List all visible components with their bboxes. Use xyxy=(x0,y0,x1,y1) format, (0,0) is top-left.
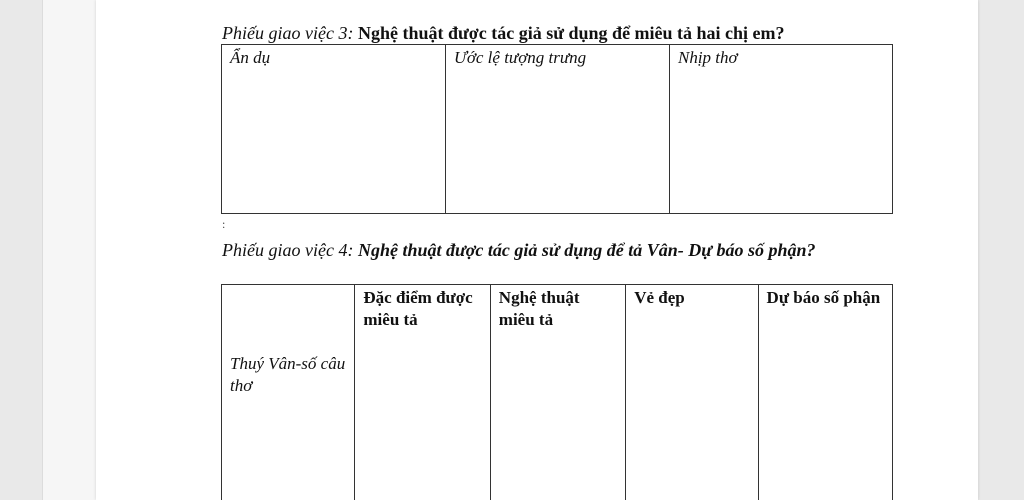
worksheet-4-question: Nghệ thuật được tác giả sử dụng để tả Vân- Dự báo số phận? xyxy=(357,240,816,260)
worksheet-4-row-header: Thuý Vân-số câu thơ xyxy=(222,285,355,500)
viewer-margin xyxy=(42,0,97,500)
worksheet-3-heading xyxy=(222,22,785,44)
worksheet-3-lead: Phiếu giao việc 3: xyxy=(222,23,358,43)
worksheet-3-question: Nghệ thuật được tác giả sử dụng để miêu tả hai chị em? xyxy=(357,23,785,43)
stray-mark: : xyxy=(222,217,226,231)
worksheet-4-col-beauty: Vẻ đẹp xyxy=(626,285,758,500)
worksheet-4-col-technique: Nghệ thuật miêu tả xyxy=(490,285,625,500)
worksheet-4-heading xyxy=(222,239,892,261)
worksheet-4-col-features: Đặc điểm được miêu tả xyxy=(355,285,490,500)
worksheet-3-col-rhythm: Nhịp thơ xyxy=(670,45,893,214)
worksheet-3-table xyxy=(221,44,893,214)
table-row xyxy=(222,45,893,214)
table-row xyxy=(222,285,893,500)
worksheet-3-col-symbolic-convention: Ước lệ tượng trưng xyxy=(446,45,670,214)
worksheet-4-table xyxy=(221,284,893,500)
worksheet-4-lead: Phiếu giao việc 4: xyxy=(222,240,358,260)
worksheet-4-col-fate: Dự báo số phận xyxy=(758,285,892,500)
worksheet-3-col-metaphor: Ẩn dụ xyxy=(222,45,446,214)
